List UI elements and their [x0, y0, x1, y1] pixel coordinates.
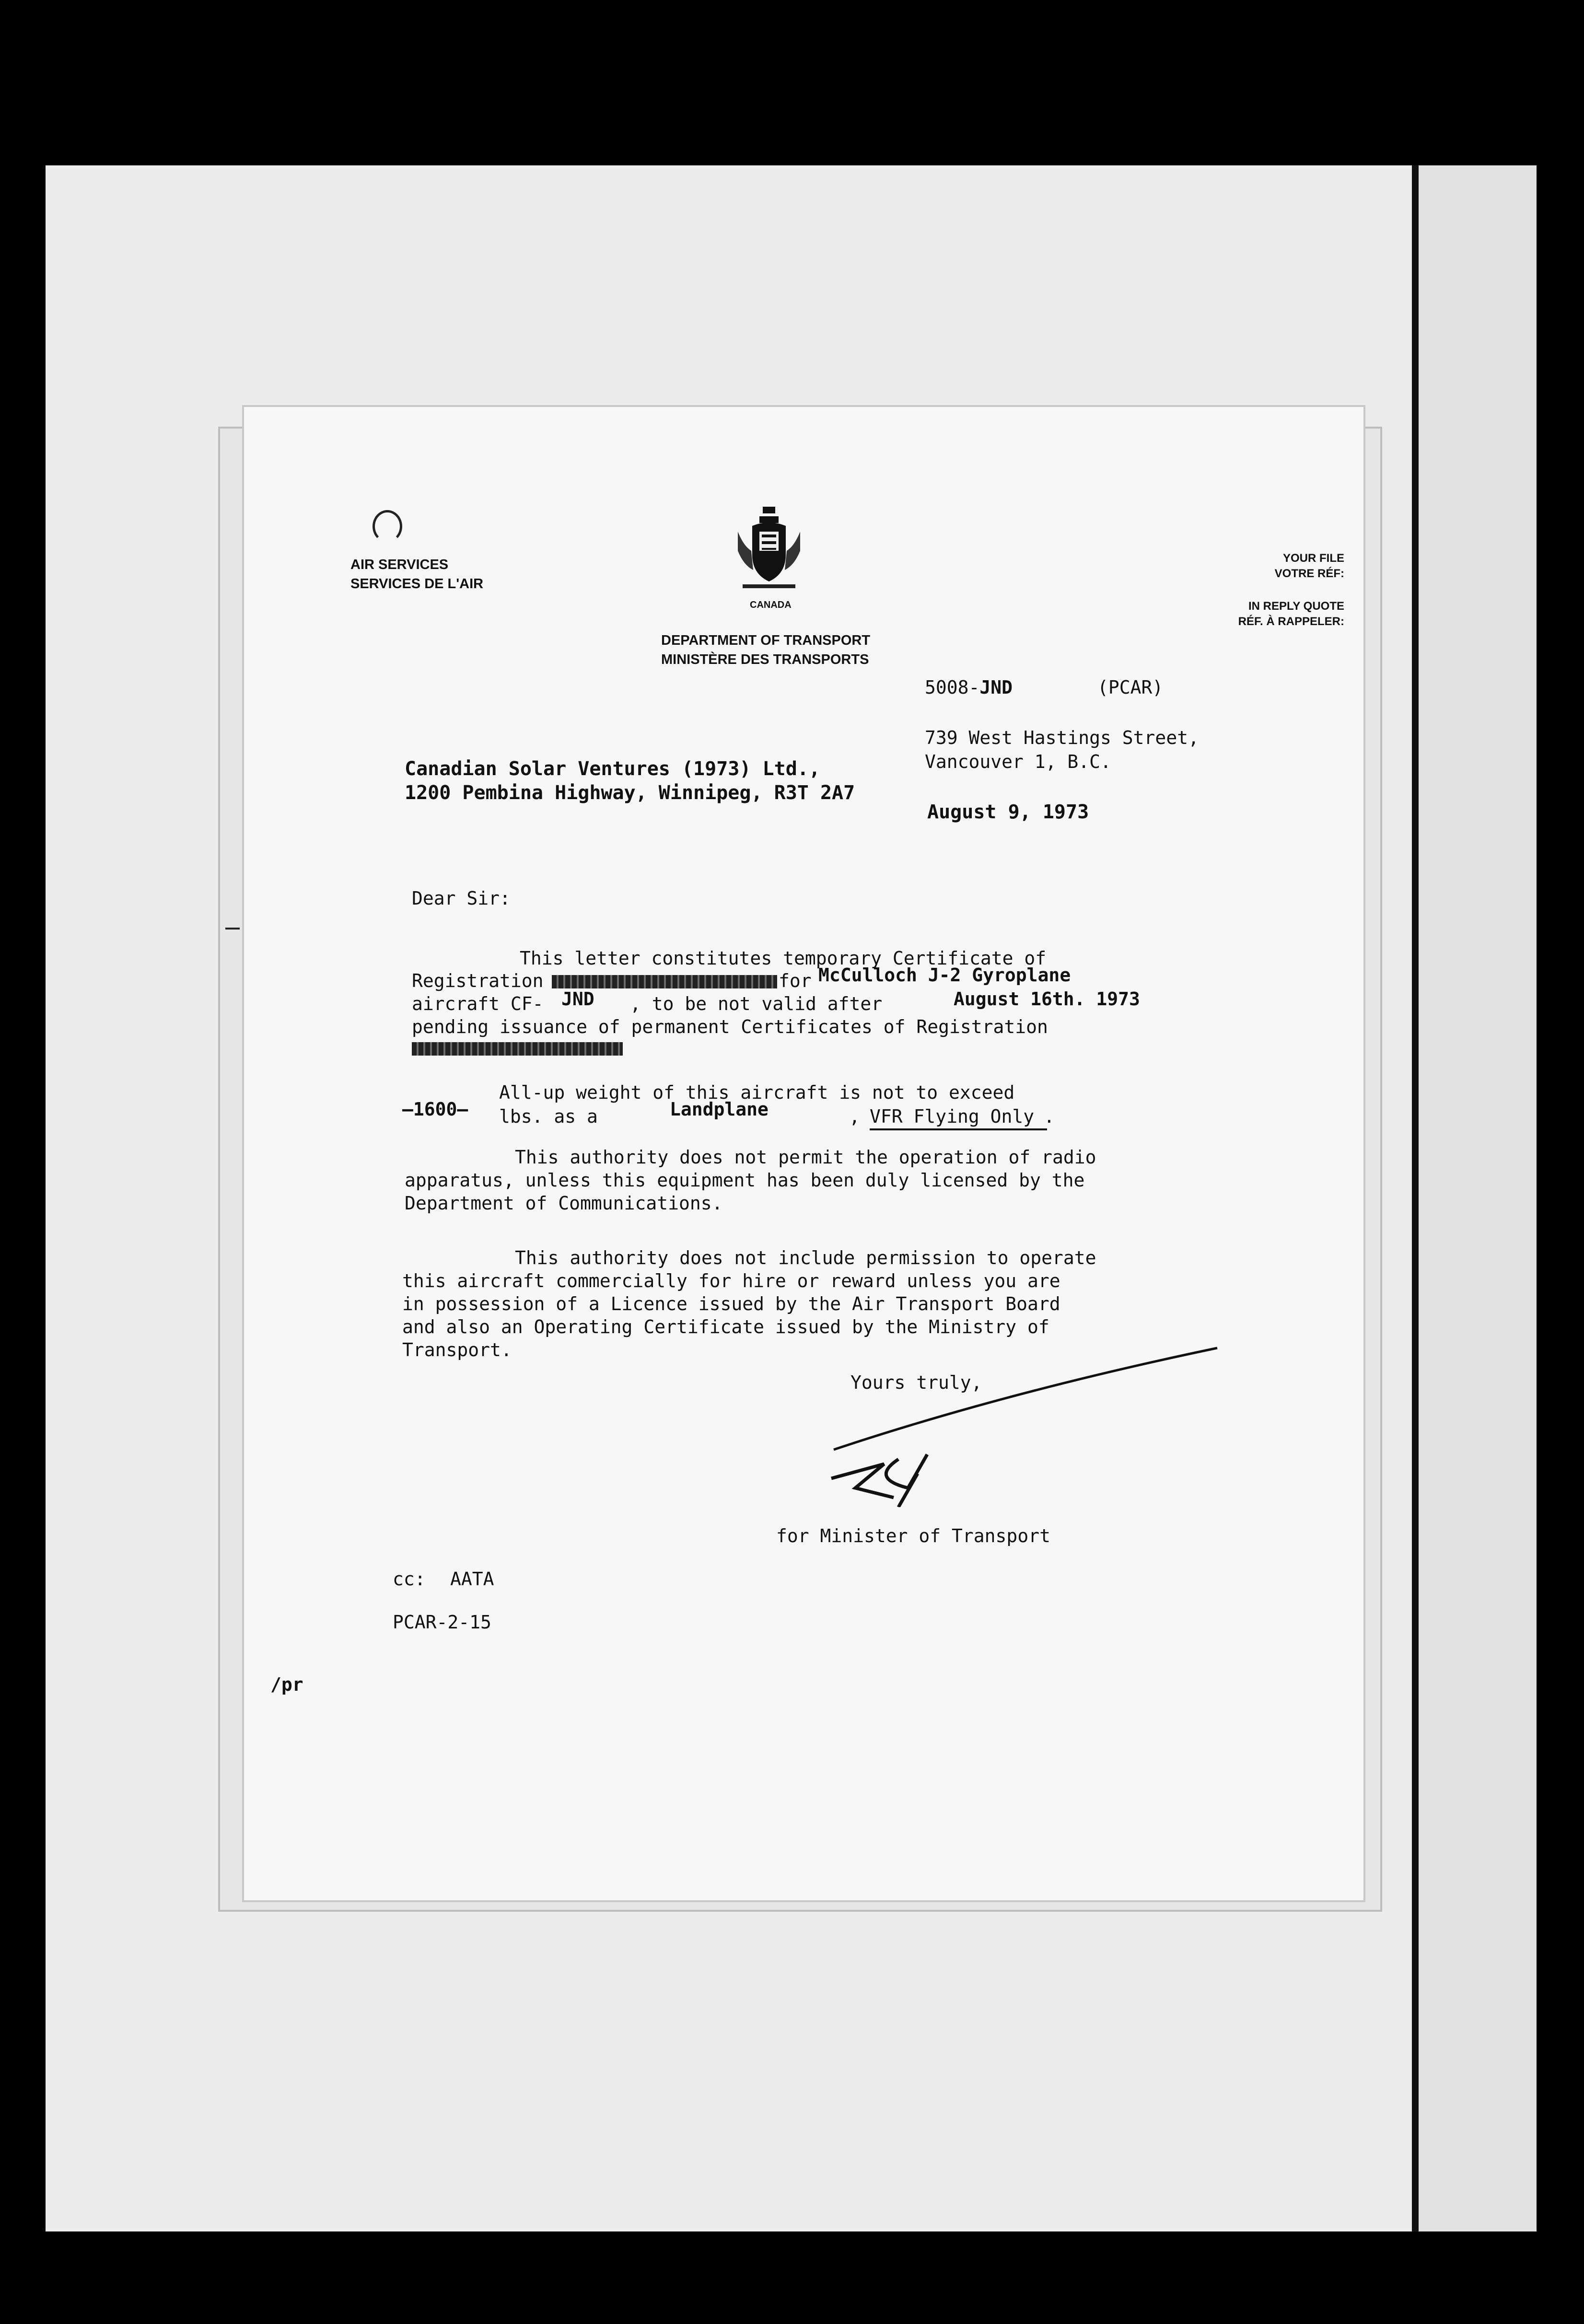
para4-line1: This authority does not include permission to operate	[515, 1247, 1096, 1268]
crest-caption: CANADA	[750, 600, 792, 610]
votre-ref-label: VOTRE RÉF:	[1274, 567, 1344, 580]
sender-address-line1: 739 West Hastings Street,	[925, 727, 1199, 748]
department-french: MINISTÈRE DES TRANSPORTS	[661, 652, 869, 667]
typist-initials: /pr	[270, 1674, 303, 1695]
letter-date: August 9, 1973	[927, 801, 1089, 823]
restriction-underline	[870, 1128, 1047, 1130]
para1-line2-for: for	[779, 970, 812, 991]
redaction-strike	[552, 975, 777, 988]
services-de-lair-label: SERVICES DE L'AIR	[350, 576, 484, 592]
para4-line2: this aircraft commercially for hire or reward unless you are	[402, 1270, 1060, 1291]
adjacent-sheet	[1419, 165, 1537, 2231]
para3-line3: Department of Communications.	[405, 1193, 723, 1214]
signature-title: for Minister of Transport	[776, 1525, 1050, 1546]
letter-page	[242, 405, 1365, 1902]
redaction-strike-2	[412, 1042, 623, 1056]
air-services-label: AIR SERVICES	[350, 557, 449, 572]
cc-label: cc:	[393, 1569, 426, 1590]
para1-line2-start: Registration	[412, 970, 544, 991]
valid-until-date: August 16th. 1973	[954, 988, 1140, 1010]
aircraft-type: McCulloch J-2 Gyroplane	[818, 964, 1071, 986]
registration-mark: JND	[561, 988, 594, 1010]
cc-value: AATA	[450, 1569, 494, 1590]
para2-comma: ,	[849, 1106, 860, 1127]
para2-line2-start: lbs. as a	[499, 1106, 598, 1127]
file-code: PCAR-2-15	[393, 1612, 491, 1633]
recipient-line2: 1200 Pembina Highway, Winnipeg, R3T 2A7	[405, 782, 855, 804]
weight-value: —1600—	[402, 1099, 468, 1120]
para1-line3-start: aircraft CF-	[412, 993, 544, 1014]
sender-address-line2: Vancouver 1, B.C.	[925, 751, 1111, 772]
para2-period: .	[1044, 1106, 1055, 1127]
department-english: DEPARTMENT OF TRANSPORT	[661, 633, 871, 648]
para3-line1: This authority does not permit the operation of radio	[515, 1147, 1096, 1168]
sheet-edge	[1412, 165, 1419, 2231]
closing: Yours truly,	[850, 1372, 982, 1393]
ref-a-rappeler-label: RÉF. À RAPPELER:	[1238, 615, 1344, 628]
para2-line1: All-up weight of this aircraft is not to exceed	[499, 1082, 1015, 1103]
flight-restriction: VFR Flying Only	[870, 1106, 1035, 1127]
aircraft-category: Landplane	[670, 1099, 769, 1120]
para4-line5: Transport.	[402, 1339, 512, 1360]
punch-hole-mark	[373, 510, 402, 543]
para1-line3-mid: , to be not valid after	[630, 993, 883, 1014]
reference-tag: (PCAR)	[1097, 677, 1164, 698]
para1-line4: pending issuance of permanent Certificates of Registration	[412, 1016, 1048, 1037]
para4-line4: and also an Operating Certificate issued by the Ministry of	[402, 1316, 1049, 1337]
canada-crest-icon	[733, 503, 805, 594]
para4-line3: in possession of a Licence issued by the Air Transport Board	[402, 1293, 1060, 1314]
signature-flourish-line	[815, 1344, 1222, 1454]
para1-line1: This letter constitutes temporary Certificate of	[520, 948, 1047, 969]
recipient-line1: Canadian Solar Ventures (1973) Ltd.,	[405, 758, 820, 780]
in-reply-quote-label: IN REPLY QUOTE	[1248, 600, 1344, 613]
salutation: Dear Sir:	[412, 888, 511, 909]
scan-mark	[225, 928, 240, 930]
signature-mark	[827, 1440, 951, 1507]
reference-number: 5008-JND	[925, 677, 1013, 698]
para3-line2: apparatus, unless this equipment has been duly licensed by the	[405, 1170, 1085, 1191]
your-file-label: YOUR FILE	[1282, 552, 1344, 565]
